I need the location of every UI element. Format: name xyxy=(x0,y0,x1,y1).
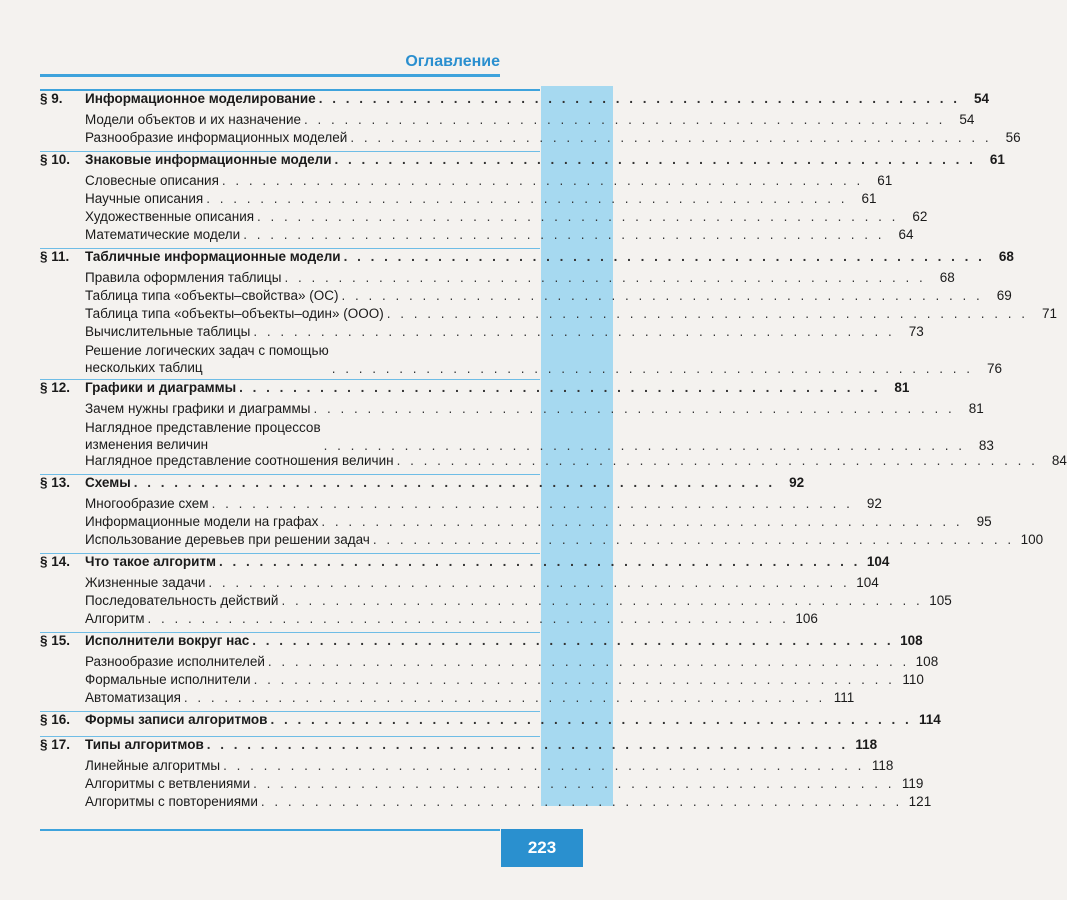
toc-entry xyxy=(85,401,984,419)
entry-page: 108 xyxy=(915,654,939,669)
entry-title: Таблица типа «объекты–объекты–один» (ООО) xyxy=(85,306,384,321)
leader-dots: . . . . . . . . . . . . . . . . . . . . . . . . . . . . . . . . . . . . . . . . . . . . . . . . xyxy=(386,306,1029,321)
leader-dots: . . . . . . . . . . . . . . . . . . . . . . . . . . . . . . . . . . . . . . . . . . . . . . . . xyxy=(270,712,912,727)
toc-subsection-list xyxy=(40,575,952,632)
leader-dots: . . . . . . . . . . . . . . . . . . . . . . . . . . . . . . . . . . . . . . . . . . . . . . . . xyxy=(206,737,849,752)
section-page: 92 xyxy=(789,475,805,490)
leader-dots: . . . . . . . . . . . . . . . . . . . . . . . . . . . . . . . . . . . . . . . . . . . . . . . . xyxy=(208,575,850,590)
entry-title: Зачем нужны графики и диаграммы xyxy=(85,401,311,416)
leader-dots: . . . . . . . . . . . . . . . . . . . . . . . . . . . . . . . . . . . . . . . . . . . . . . . . xyxy=(331,361,974,376)
entry-page: 68 xyxy=(939,270,955,285)
page-header-title: Оглавление xyxy=(405,53,500,70)
entry-title: Словесные описания xyxy=(85,173,219,188)
entry-page: 76 xyxy=(987,361,1003,376)
section-number: § 16. xyxy=(40,712,71,727)
leader-dots: . . . . . . . . . . . . . . . . . . . . . . . . . . . . . . . . . . . . . . . . . . . . . . . . xyxy=(321,514,963,529)
leader-dots: . . . . . . . . . . . . . . . . . . . . . . . . . . . . . . . . . . . . . . . . . . . . . . . . xyxy=(211,496,853,511)
entry-page: 105 xyxy=(929,593,952,608)
entry-title: Автоматизация xyxy=(85,690,181,705)
toc-subsection-list xyxy=(40,401,1067,474)
leader-dots: . . . . . . . . . . . . . . . . . . . . . . . . . . . . . . . . . . . . . . . . . . . . . . . . xyxy=(253,672,895,687)
entry-title: Линейные алгоритмы xyxy=(85,758,221,773)
section-number: § 14. xyxy=(40,554,71,569)
leader-dots: . . . . . . . . . . . . . . . . . . . . . . . . . . . . . . . . . . . . . . . . . . . . . . . . xyxy=(304,112,946,127)
leader-dots: . . . . . . . . . . . . . . . . . . . . . . . . . . . . . . . . . . . . . . . . . . . . . . . . xyxy=(239,380,881,395)
entry-title: Разнообразие информационных моделей xyxy=(85,130,348,145)
toc-entry xyxy=(85,306,1058,324)
entry-title-line: нескольких таблиц xyxy=(85,360,203,375)
toc-entry xyxy=(85,575,879,593)
toc-entry xyxy=(85,324,924,342)
entry-title: Научные описания xyxy=(85,191,204,206)
toc-entry xyxy=(85,130,1021,148)
entry-page: 121 xyxy=(908,794,932,809)
section-title: Исполнители вокруг нас xyxy=(85,633,250,648)
entry-page: 84 xyxy=(1051,453,1067,468)
entry-page: 71 xyxy=(1042,306,1058,321)
entry-title: Формальные исполнители xyxy=(85,672,251,687)
toc-entry xyxy=(85,191,877,209)
leader-dots: . . . . . . . . . . . . . . . . . . . . . . . . . . . . . . . . . . . . . . . . . . . . . . . . xyxy=(372,532,1015,547)
toc-entry xyxy=(85,690,855,708)
leader-dots: . . . . . . . . . . . . . . . . . . . . . . . . . . . . . . . . . . . . . . . . . . . . . . . . xyxy=(223,758,865,773)
entry-page: 110 xyxy=(902,672,924,687)
toc-section xyxy=(40,151,1005,173)
section-page: 118 xyxy=(855,737,878,752)
page-number: 223 xyxy=(501,829,583,867)
toc-entry xyxy=(85,270,955,288)
entry-title-line: Решение логических задач с помощью xyxy=(85,343,329,358)
entry-page: 83 xyxy=(978,438,994,453)
entry-title: Разнообразие исполнителей xyxy=(85,654,265,669)
leader-dots: . . . . . . . . . . . . . . . . . . . . . . . . . . . . . . . . . . . . . . . . . . . . . . . . xyxy=(260,794,903,809)
section-number: § 17. xyxy=(40,737,71,752)
entry-page: 92 xyxy=(866,496,882,511)
entry-title: Правила оформления таблицы xyxy=(85,270,282,285)
toc-entry xyxy=(85,758,894,776)
entry-page: 61 xyxy=(877,173,893,188)
entry-title: Таблица типа «объекты–свойства» (ОС) xyxy=(85,288,339,303)
entry-title: Последовательность действий xyxy=(85,593,279,608)
toc-subsection-list xyxy=(40,112,1021,151)
toc-entry xyxy=(85,227,914,245)
leader-dots: . . . . . . . . . . . . . . . . . . . . . . . . . . . . . . . . . . . . . . . . . . . . . . . . xyxy=(284,270,926,285)
section-page: 68 xyxy=(998,249,1014,264)
leader-dots: . . . . . . . . . . . . . . . . . . . . . . . . . . . . . . . . . . . . . . . . . . . . . . . . xyxy=(341,288,983,303)
entry-title: Наглядное представление соотношения величин xyxy=(85,453,394,468)
table-of-contents xyxy=(40,89,1067,815)
toc-section xyxy=(40,248,1014,270)
toc-section xyxy=(40,379,910,401)
leader-dots: . . . . . . . . . . . . . . . . . . . . . . . . . . . . . . . . . . . . . . . . . . . . . . . . xyxy=(323,438,965,453)
section-title: Формы записи алгоритмов xyxy=(85,712,268,727)
entry-page: 104 xyxy=(856,575,879,590)
leader-dots: . . . . . . . . . . . . . . . . . . . . . . . . . . . . . . . . . . . . . . . . . . . . . . . . xyxy=(281,593,923,608)
toc-subsection-list xyxy=(40,173,928,248)
leader-dots: . . . . . . . . . . . . . . . . . . . . . . . . . . . . . . . . . . . . . . . . . . . . . . . . xyxy=(243,227,885,242)
leader-dots: . . . . . . . . . . . . . . . . . . . . . . . . . . . . . . . . . . . . . . . . . . . . . . . . xyxy=(253,776,895,791)
toc-entry xyxy=(85,611,818,629)
toc-entry xyxy=(85,776,924,794)
leader-dots: . . . . . . . . . . . . . . . . . . . . . . . . . . . . . . . . . . . . . . . . . . . . . . . . xyxy=(396,453,1038,468)
entry-title: Информационные модели на графах xyxy=(85,514,319,529)
entry-title: Многообразие схем xyxy=(85,496,209,511)
toc-entry xyxy=(85,654,939,672)
entry-page: 69 xyxy=(996,288,1012,303)
leader-dots: . . . . . . . . . . . . . . . . . . . . . . . . . . . . . . . . . . . . . . . . . . . . . . . . xyxy=(253,324,895,339)
toc-subsection-list xyxy=(40,654,939,711)
footer-rule xyxy=(40,829,500,831)
section-page: 108 xyxy=(900,633,923,648)
section-title: Информационное моделирование xyxy=(85,91,316,106)
section-number: § 10. xyxy=(40,152,71,167)
section-title: Табличные информационные модели xyxy=(85,249,341,264)
entry-title: Математические модели xyxy=(85,227,241,242)
toc-section xyxy=(40,474,805,496)
entry-title: Алгоритмы с повторениями xyxy=(85,794,258,809)
toc-entry xyxy=(85,173,893,191)
entry-page: 64 xyxy=(898,227,914,242)
entry-title: Алгоритмы с ветвлениями xyxy=(85,776,251,791)
toc-section xyxy=(40,553,890,575)
leader-dots: . . . . . . . . . . . . . . . . . . . . . . . . . . . . . . . . . . . . . . . . . . . . . . . . xyxy=(252,633,894,648)
toc-section xyxy=(40,632,923,654)
toc-entry xyxy=(85,593,952,611)
section-number: § 15. xyxy=(40,633,71,648)
toc-entry xyxy=(85,794,932,812)
section-number: § 13. xyxy=(40,475,71,490)
entry-title: Художественные описания xyxy=(85,209,255,224)
entry-page: 62 xyxy=(912,209,928,224)
leader-dots: . . . . . . . . . . . . . . . . . . . . . . . . . . . . . . . . . . . . . . . . . . . . . . . . xyxy=(221,173,864,188)
entry-title: Использование деревьев при решении задач xyxy=(85,532,370,547)
section-page: 54 xyxy=(974,91,990,106)
toc-entry xyxy=(85,288,1012,306)
toc-entry xyxy=(85,496,882,514)
leader-dots: . . . . . . . . . . . . . . . . . . . . . . . . . . . . . . . . . . . . . . . . . . . . . . . . xyxy=(206,191,848,206)
leader-dots: . . . . . . . . . . . . . . . . . . . . . . . . . . . . . . . . . . . . . . . . . . . . . . . . xyxy=(183,690,826,705)
leader-dots: . . . . . . . . . . . . . . . . . . . . . . . . . . . . . . . . . . . . . . . . . . . . . . . . xyxy=(147,611,789,626)
entry-page: 100 xyxy=(1020,532,1044,547)
section-page: 104 xyxy=(866,554,890,569)
section-page: 61 xyxy=(989,152,1005,167)
entry-page: 56 xyxy=(1005,130,1021,145)
leader-dots: . . . . . . . . . . . . . . . . . . . . . . . . . . . . . . . . . . . . . . . . . . . . . . . . xyxy=(343,249,985,264)
toc-entry xyxy=(85,672,924,690)
entry-title-line: Наглядное представление процессов xyxy=(85,420,321,435)
entry-page: 54 xyxy=(959,112,975,127)
leader-dots: . . . . . . . . . . . . . . . . . . . . . . . . . . . . . . . . . . . . . . . . . . . . . . . . xyxy=(257,209,899,224)
header-rule xyxy=(40,74,500,77)
toc-entry xyxy=(85,342,1003,376)
leader-dots: . . . . . . . . . . . . . . . . . . . . . . . . . . . . . . . . . . . . . . . . . . . . . . . . xyxy=(318,91,961,106)
entry-page: 119 xyxy=(901,776,924,791)
toc-entry xyxy=(85,514,992,532)
toc-subsection-list xyxy=(40,758,932,815)
leader-dots: . . . . . . . . . . . . . . . . . . . . . . . . . . . . . . . . . . . . . . . . . . . . . . . . xyxy=(219,554,861,569)
section-title: Типы алгоритмов xyxy=(85,737,204,752)
entry-title-line: изменения величин xyxy=(85,437,209,452)
toc-entry xyxy=(85,532,1044,550)
leader-dots: . . . . . . . . . . . . . . . . . . . . . . . . . . . . . . . . . . . . . . . . . . . . . . . . xyxy=(267,654,910,669)
toc-entry xyxy=(85,112,975,130)
entry-page: 111 xyxy=(833,690,855,705)
section-number: § 9. xyxy=(40,91,63,106)
entry-title: Модели объектов и их назначение xyxy=(85,112,302,127)
entry-title: Жизненные задачи xyxy=(85,575,206,590)
toc-entry xyxy=(85,209,928,227)
toc-entry xyxy=(85,453,1067,471)
entry-page: 95 xyxy=(976,514,992,529)
entry-page: 73 xyxy=(908,324,924,339)
toc-section xyxy=(40,711,941,733)
toc-section xyxy=(40,736,878,758)
toc-section xyxy=(40,89,990,112)
section-number: § 11. xyxy=(40,249,70,264)
entry-page: 106 xyxy=(795,611,818,626)
leader-dots: . . . . . . . . . . . . . . . . . . . . . . . . . . . . . . . . . . . . . . . . . . . . . . . . xyxy=(334,152,976,167)
section-title: Что такое алгоритм xyxy=(85,554,217,569)
section-number: § 12. xyxy=(40,380,71,395)
leader-dots: . . . . . . . . . . . . . . . . . . . . . . . . . . . . . . . . . . . . . . . . . . . . . . . . xyxy=(133,475,776,490)
toc-subsection-list xyxy=(40,496,1044,553)
leader-dots: . . . . . . . . . . . . . . . . . . . . . . . . . . . . . . . . . . . . . . . . . . . . . . . . xyxy=(350,130,992,145)
entry-title: Алгоритм xyxy=(85,611,145,626)
section-title: Схемы xyxy=(85,475,131,490)
section-page: 81 xyxy=(894,380,910,395)
entry-title: Вычислительные таблицы xyxy=(85,324,251,339)
toc-entry xyxy=(85,419,994,453)
entry-page: 61 xyxy=(861,191,877,206)
toc-subsection-list xyxy=(40,270,1058,379)
section-page: 114 xyxy=(919,712,941,727)
leader-dots: . . . . . . . . . . . . . . . . . . . . . . . . . . . . . . . . . . . . . . . . . . . . . . . . xyxy=(313,401,955,416)
entry-page: 81 xyxy=(968,401,984,416)
section-title: Графики и диаграммы xyxy=(85,380,237,395)
section-title: Знаковые информационные модели xyxy=(85,152,332,167)
entry-page: 118 xyxy=(871,758,894,773)
